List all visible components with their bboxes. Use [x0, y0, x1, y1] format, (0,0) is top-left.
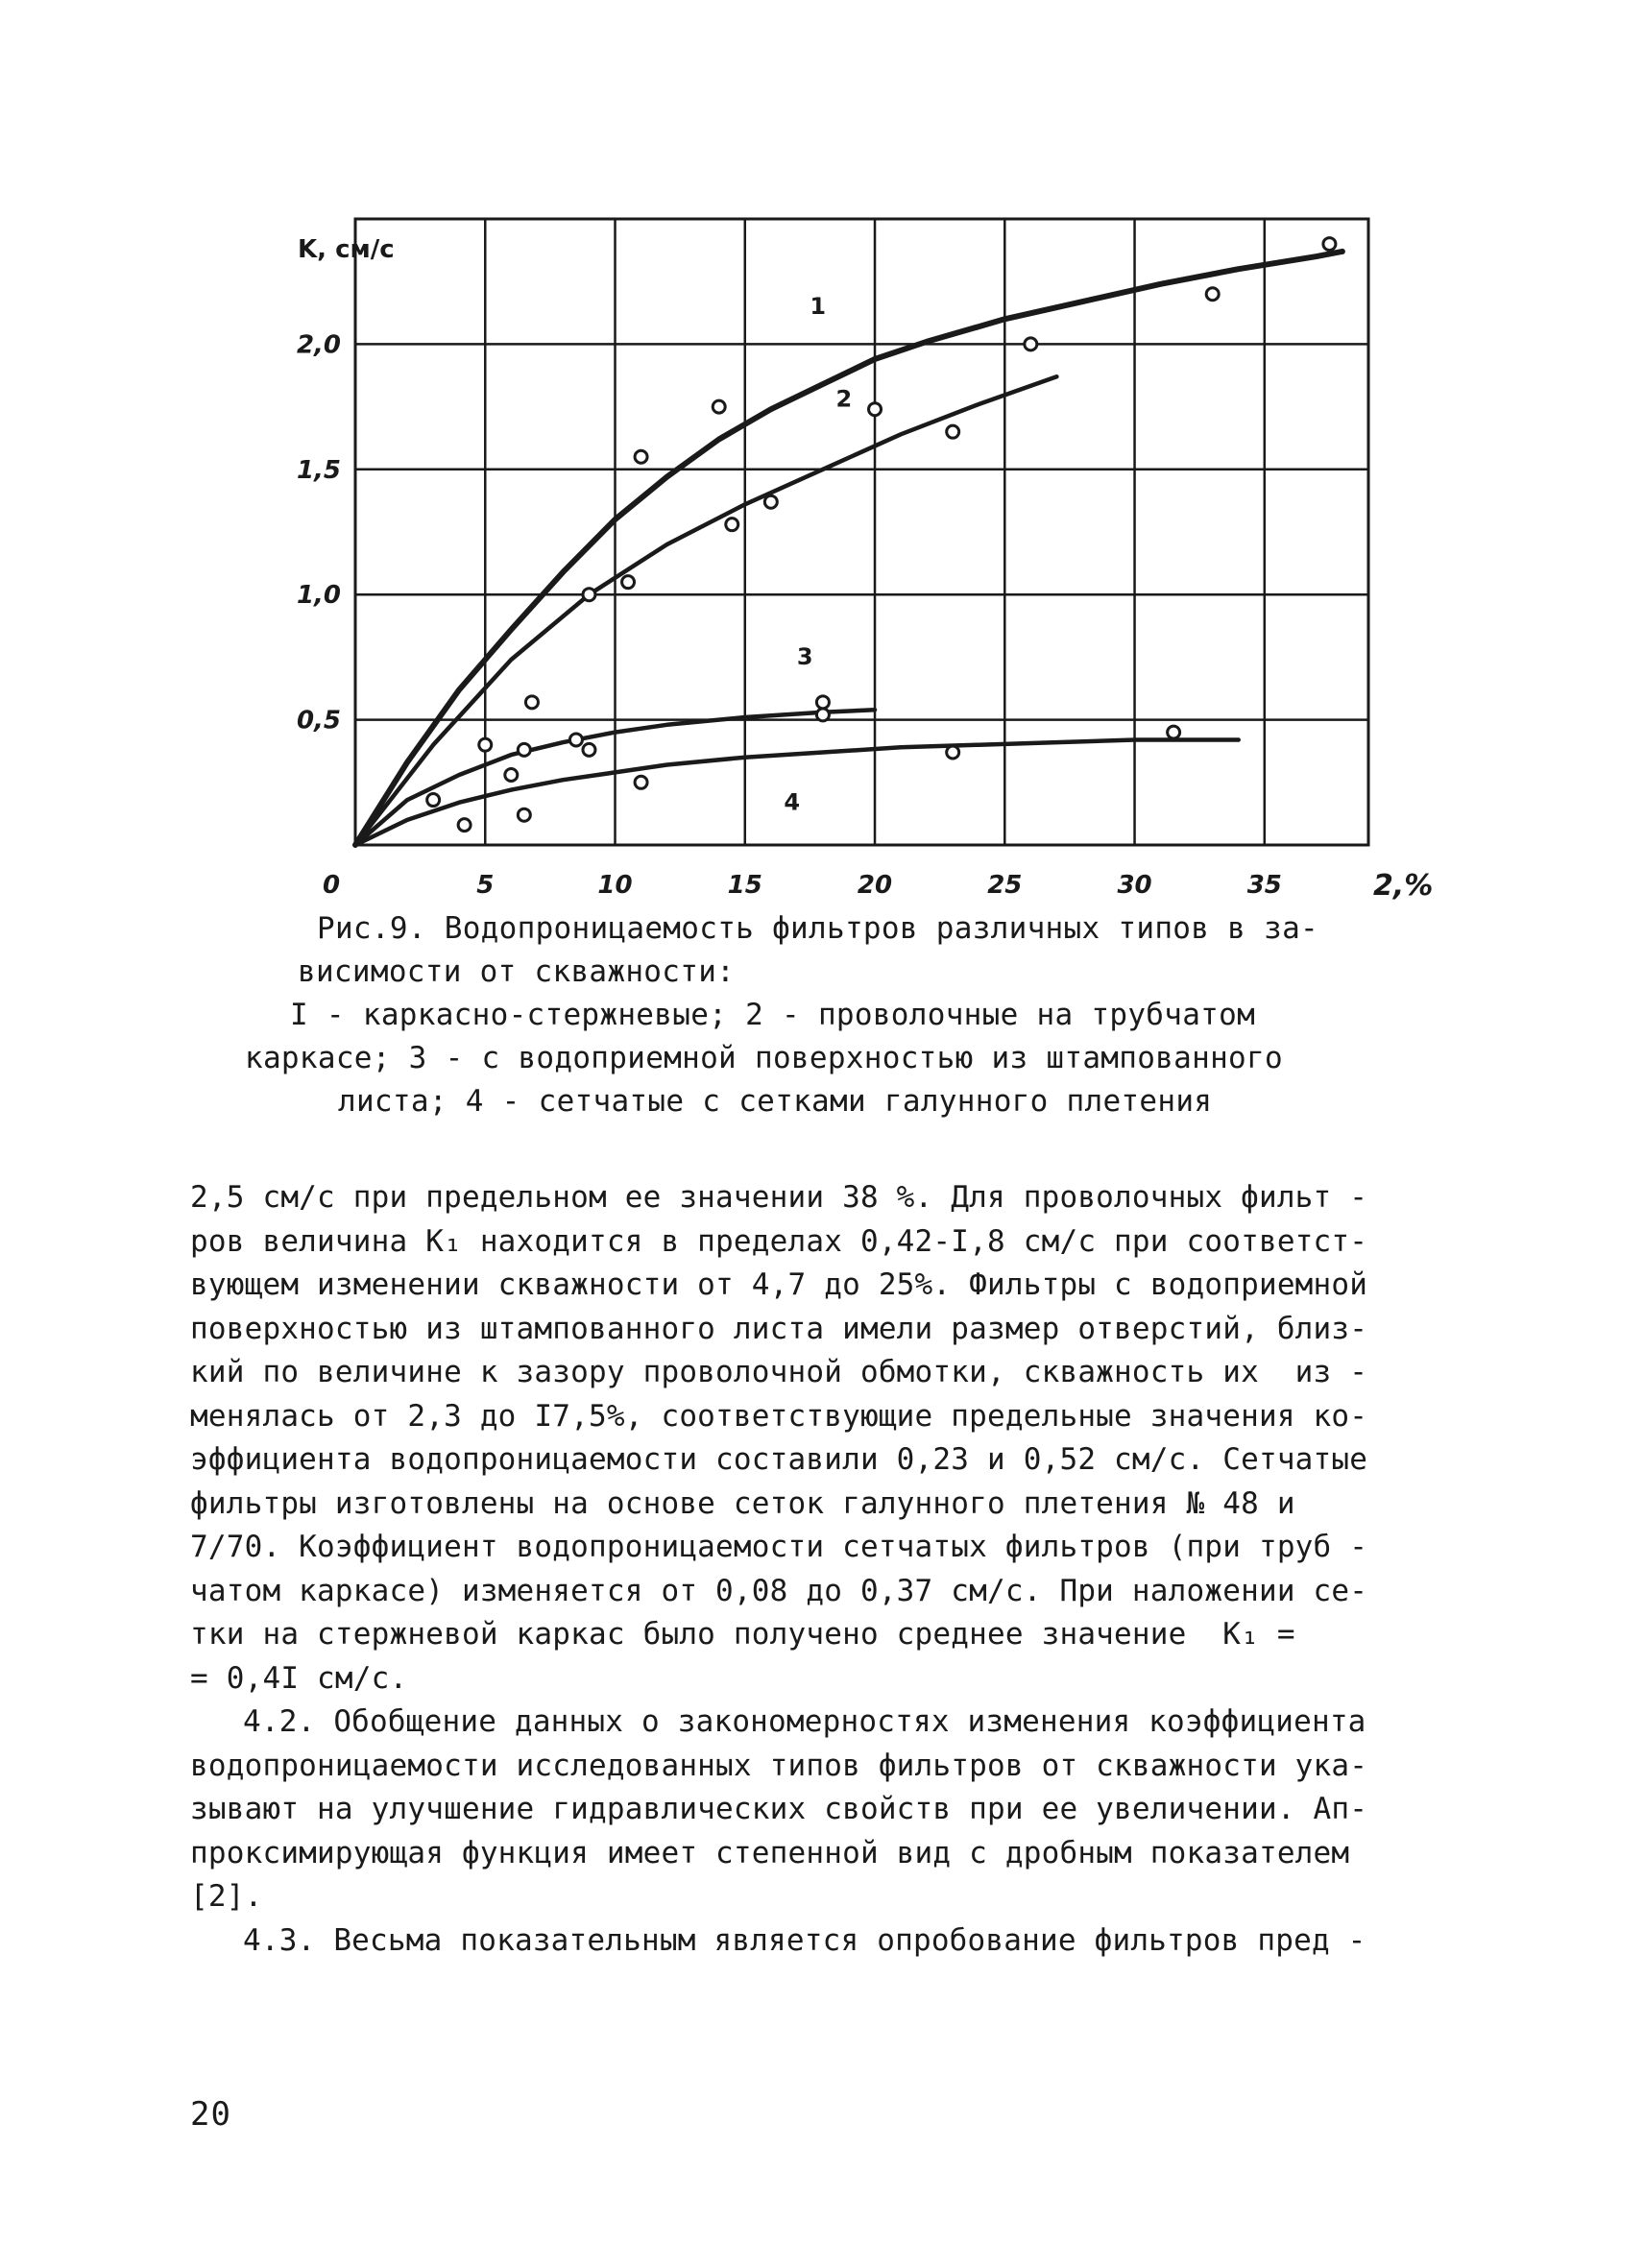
series-2-point [622, 576, 635, 589]
series-2-point [726, 519, 738, 531]
y-tick-label: 1,5 [296, 455, 341, 485]
paragraph-4-2-line: 4.2. Обобщение данных о закономерностях изменения коэффициента [243, 1704, 1366, 1739]
text-line: = 0,4I см/с. [190, 1660, 408, 1696]
series-2-point [947, 425, 959, 438]
x-tick-label: 35 [1246, 871, 1282, 900]
x-tick-label: 20 [857, 871, 893, 900]
caption-line: I - каркасно-стержневые; 2 - проволочные на трубчатом [290, 998, 1256, 1032]
series-2-point [869, 403, 882, 416]
series-1-point [635, 450, 647, 463]
text-line: поверхностью из штампованного листа имели размер отверстий, близ- [190, 1311, 1368, 1346]
series-2-point [764, 495, 777, 508]
series-4-point [518, 808, 530, 821]
series-3-point [569, 734, 582, 746]
series-4-point [458, 819, 471, 832]
paragraph-4-2-line: зывают на улучшение гидравлических свойств при ее увеличении. Ап- [190, 1792, 1368, 1826]
curve-label-3: 3 [796, 643, 813, 671]
figure-caption [230, 907, 1440, 1123]
series-1-point [1206, 288, 1219, 301]
series-1-point [1323, 238, 1336, 251]
page-number: 20 [190, 2095, 231, 2134]
body-text [190, 1176, 1467, 1963]
curve-label-1: 1 [810, 293, 827, 321]
x-tick-label: 25 [987, 871, 1023, 900]
y-tick-label: 0,5 [296, 706, 341, 736]
series-1-point [713, 400, 725, 413]
text-line: вующем изменении скважности от 4,7 до 25%. Фильтры с водоприемной [190, 1267, 1368, 1302]
y-axis-label: K, см/с [298, 235, 395, 264]
series-3-point [816, 696, 829, 709]
caption-line: листа; 4 - сетчатые с сетками галунного плетения [338, 1084, 1213, 1119]
y-tick-label: 2,0 [296, 330, 341, 360]
series-3-point [583, 743, 595, 756]
x-tick-label: 0 [322, 871, 341, 900]
y-tick-label: 1,0 [296, 581, 341, 611]
text-line: 7/70. Коэффициент водопроницаемости сетчатых фильтров (при труб - [190, 1530, 1368, 1564]
permeability-chart [288, 192, 1434, 903]
x-tick-label: 15 [727, 871, 762, 900]
series-1-point [1025, 338, 1037, 350]
caption-line: Рис.9. Водопроницаемость фильтров различных типов в за- [317, 911, 1318, 946]
series-4-point [635, 776, 647, 788]
series-3-point [525, 696, 538, 709]
text-line: 2,5 см/с при предельном ее значении 38 %. Для проволочных фильт - [190, 1180, 1368, 1215]
series-2-point [583, 589, 595, 601]
paragraph-4-2-line: [2]. [190, 1879, 263, 1914]
caption-line: каркасе; 3 - с водоприемной поверхностью из штампованного [245, 1041, 1283, 1075]
text-line: фильтры изготовлены на основе сеток галунного плетения № 48 и [190, 1485, 1295, 1521]
series-3-point [518, 743, 530, 756]
x-tick-label: 5 [476, 871, 495, 900]
curve-label-2: 2 [835, 385, 853, 413]
text-line: кий по величине к зазору проволочной обмотки, скважность их из - [190, 1355, 1368, 1389]
text-line: тки на стержневой каркас было получено среднее значение K₁ = [190, 1617, 1295, 1652]
x-tick-label: 10 [597, 871, 633, 900]
series-4-point [1168, 726, 1180, 738]
series-3-point [479, 738, 492, 751]
caption-line: висимости от скважности: [298, 954, 736, 989]
text-line: эффициента водопроницаемости составили 0,23 и 0,52 см/с. Сетчатые [190, 1442, 1368, 1477]
series-4-point [427, 794, 440, 807]
text-line: ров величина K₁ находится в пределах 0,42-I,8 см/с при соответст- [190, 1223, 1368, 1259]
series-3-point [505, 768, 518, 781]
x-tick-label: 30 [1117, 871, 1152, 900]
figure [288, 192, 1434, 903]
curve-label-4: 4 [784, 788, 801, 816]
x-axis-label: 2,% [1373, 869, 1434, 903]
text-line: менялась от 2,3 до I7,5%, соответствующие предельные значения ко- [190, 1398, 1368, 1434]
paragraph-4-2-line: водопроницаемости исследованных типов фильтров от скважности ука- [190, 1748, 1368, 1783]
paragraph-4-3-line: 4.3. Весьма показательным является опробование фильтров пред - [243, 1922, 1366, 1958]
text-line: чатом каркасе) изменяется от 0,08 до 0,37 см/с. При наложении се- [190, 1573, 1368, 1608]
paragraph-4-2-line: проксимирующая функция имеет степенной вид с дробным показателем [190, 1835, 1350, 1870]
series-3-point [816, 709, 829, 721]
series-4-point [947, 746, 959, 759]
